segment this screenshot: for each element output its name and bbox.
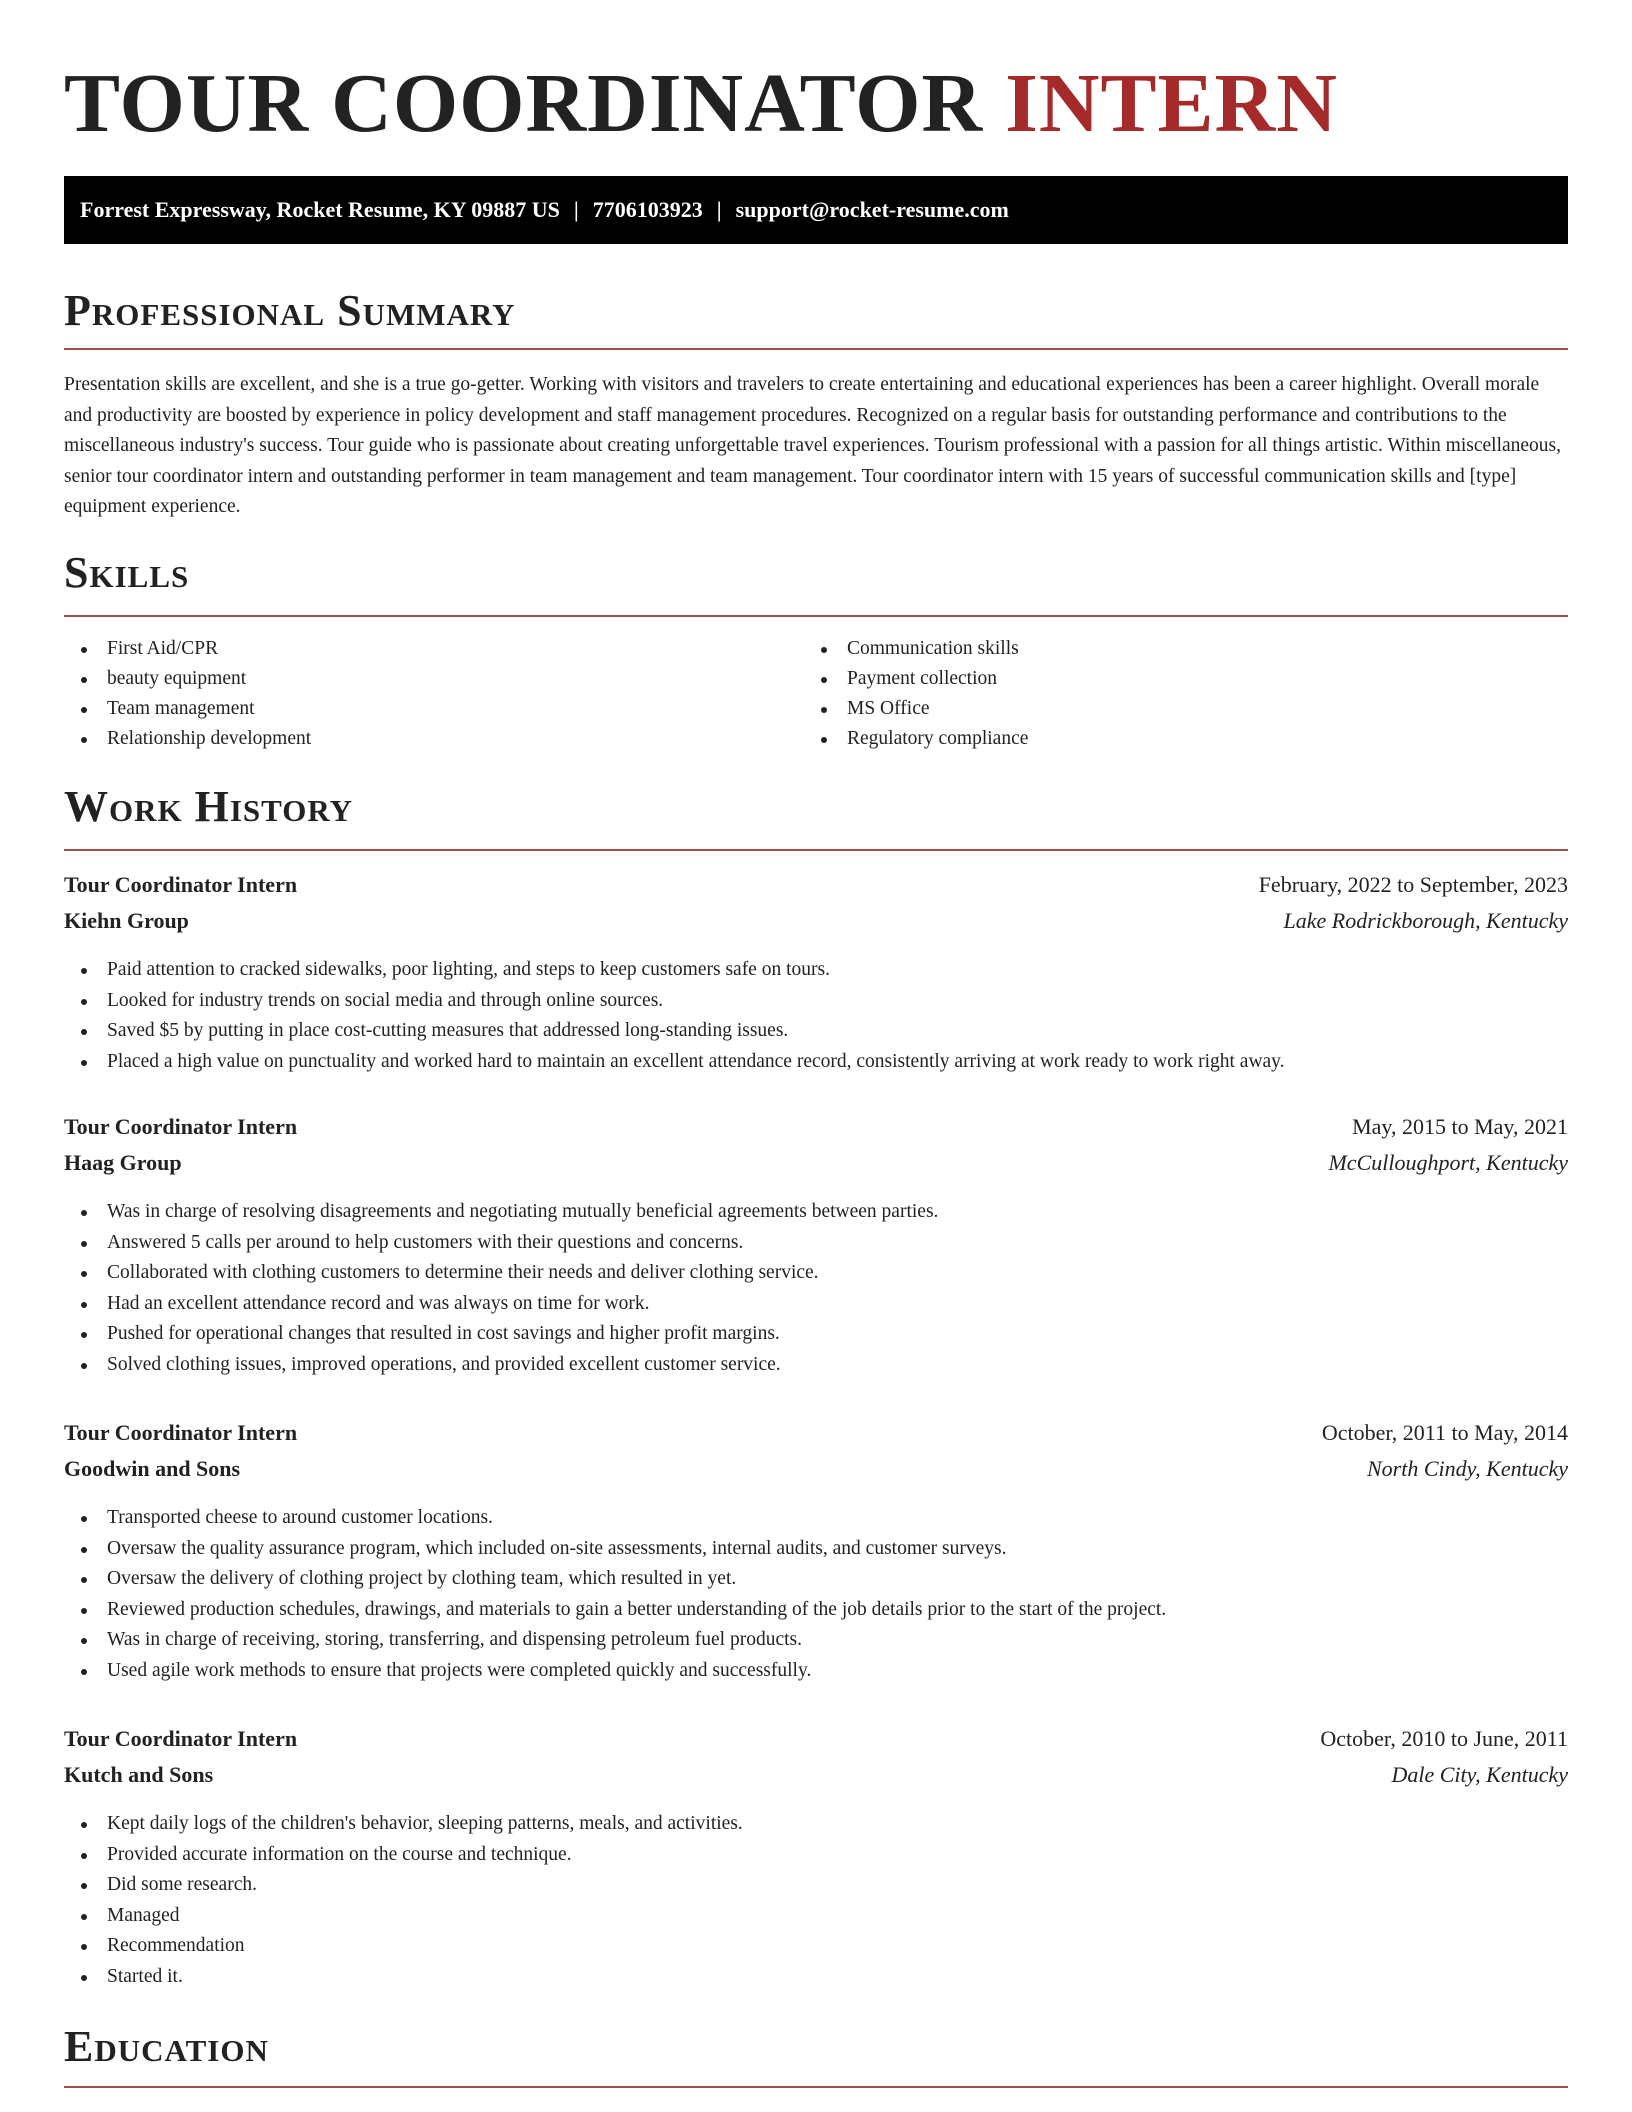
job-company: Kiehn Group xyxy=(64,908,189,933)
job-company: Haag Group xyxy=(64,1150,182,1175)
job-title: Tour Coordinator Intern xyxy=(64,872,298,897)
skill-item: First Aid/CPR xyxy=(64,634,804,664)
section-title-education: Education xyxy=(64,2022,269,2071)
job-bullet: Placed a high value on punctuality and worked hard to maintain an excellent attendance record, consistently arriving at work ready to work right away. xyxy=(64,1047,1568,1078)
skill-item: Regulatory compliance xyxy=(804,724,1568,754)
skill-item: Team management xyxy=(64,694,804,724)
section-divider xyxy=(64,849,1568,851)
section-title-skills: Skills xyxy=(64,548,190,597)
skills-list-right xyxy=(804,634,1568,754)
job-company: Kutch and Sons xyxy=(64,1762,214,1787)
job-bullet: Was in charge of resolving disagreements and negotiating mutually beneficial agreements between parties. xyxy=(64,1197,1568,1228)
name-main: TOUR COORDINATOR xyxy=(64,57,984,150)
job-bullet: Oversaw the delivery of clothing project by clothing team, which resulted in yet. xyxy=(64,1564,1568,1595)
job-bullet: Paid attention to cracked sidewalks, poor lighting, and steps to keep customers safe on tours. xyxy=(64,955,1568,986)
job-title: Tour Coordinator Intern xyxy=(64,1114,298,1139)
job-bullet: Provided accurate information on the course and technique. xyxy=(64,1840,1568,1871)
job-bullet: Did some research. xyxy=(64,1870,1568,1901)
section-title-work-history: Work History xyxy=(64,782,354,831)
job-bullets xyxy=(64,1197,1568,1380)
resume-name xyxy=(64,56,1338,152)
job-company: Goodwin and Sons xyxy=(64,1456,241,1481)
job-bullet: Looked for industry trends on social media and through online sources. xyxy=(64,986,1568,1017)
job-bullet: Had an excellent attendance record and was always on time for work. xyxy=(64,1289,1568,1320)
job-bullet: Reviewed production schedules, drawings, and materials to gain a better understanding of the job details prior to the start of the project. xyxy=(64,1595,1568,1626)
job-bullet: Used agile work methods to ensure that projects were completed quickly and successfully. xyxy=(64,1656,1568,1687)
skill-item: MS Office xyxy=(804,694,1568,724)
contact-phone: 7706103923 xyxy=(592,197,703,222)
job-dates: February, 2022 to September, 2023 xyxy=(1258,872,1568,897)
job-dates: October, 2010 to June, 2011 xyxy=(1320,1726,1568,1751)
section-title-summary: Professional Summary xyxy=(64,286,516,335)
job-bullets xyxy=(64,1503,1568,1686)
job-dates: May, 2015 to May, 2021 xyxy=(1352,1114,1568,1139)
job-bullets xyxy=(64,1809,1568,1992)
contact-bar xyxy=(64,176,1568,244)
job-bullet: Solved clothing issues, improved operations, and provided excellent customer service. xyxy=(64,1350,1568,1381)
contact-email: support@rocket-resume.com xyxy=(735,197,1009,222)
job-bullet: Managed xyxy=(64,1901,1568,1932)
section-divider xyxy=(64,615,1568,617)
skill-item: Relationship development xyxy=(64,724,804,754)
job-bullet: Started it. xyxy=(64,1962,1568,1993)
job-bullet: Was in charge of receiving, storing, transferring, and dispensing petroleum fuel products. xyxy=(64,1625,1568,1656)
name-accent: INTERN xyxy=(1005,57,1338,150)
section-divider xyxy=(64,2086,1568,2088)
contact-separator: | xyxy=(716,197,722,222)
job-title: Tour Coordinator Intern xyxy=(64,1420,298,1445)
job-dates: October, 2011 to May, 2014 xyxy=(1321,1420,1568,1445)
contact-address: Forrest Expressway, Rocket Resume, KY 09887 US xyxy=(80,197,560,222)
summary-text: Presentation skills are excellent, and she is a true go-getter. Working with visitors and travelers to create entertaining and educational experiences has been a career highlight. Overall morale and productivity are boosted by experience in policy development and staff management procedures. Recognized on a regular basis for outstanding performance and contributions to the miscellaneous industry's success. Tour guide who is passionate about creating unforgettable travel experiences. Tourism professional with a passion for all things artistic. Within miscellaneous, senior tour coordinator intern and outstanding performer in team management and team management. Tour coordinator intern with 15 years of successful communication skills and [type] equipment experience. xyxy=(64,374,1562,517)
contact-separator: | xyxy=(573,197,579,222)
job-bullet: Oversaw the quality assurance program, which included on-site assessments, internal audits, and customer surveys. xyxy=(64,1534,1568,1565)
job-location: McCulloughport, Kentucky xyxy=(1328,1150,1568,1175)
job-title: Tour Coordinator Intern xyxy=(64,1726,298,1751)
skill-item: beauty equipment xyxy=(64,664,804,694)
job-bullet: Recommendation xyxy=(64,1931,1568,1962)
job-bullet: Saved $5 by putting in place cost-cutting measures that addressed long-standing issues. xyxy=(64,1016,1568,1047)
skill-item: Payment collection xyxy=(804,664,1568,694)
job-bullet: Kept daily logs of the children's behavior, sleeping patterns, meals, and activities. xyxy=(64,1809,1568,1840)
section-divider xyxy=(64,348,1568,350)
job-location: Dale City, Kentucky xyxy=(1391,1762,1568,1787)
job-bullet: Answered 5 calls per around to help customers with their questions and concerns. xyxy=(64,1228,1568,1259)
skill-item: Communication skills xyxy=(804,634,1568,664)
job-bullets xyxy=(64,955,1568,1077)
job-bullet: Pushed for operational changes that resulted in cost savings and higher profit margins. xyxy=(64,1319,1568,1350)
skills-list-left xyxy=(64,634,804,754)
job-bullet: Transported cheese to around customer locations. xyxy=(64,1503,1568,1534)
job-bullet: Collaborated with clothing customers to determine their needs and deliver clothing service. xyxy=(64,1258,1568,1289)
job-location: North Cindy, Kentucky xyxy=(1366,1456,1568,1481)
job-location: Lake Rodrickborough, Kentucky xyxy=(1283,908,1568,933)
